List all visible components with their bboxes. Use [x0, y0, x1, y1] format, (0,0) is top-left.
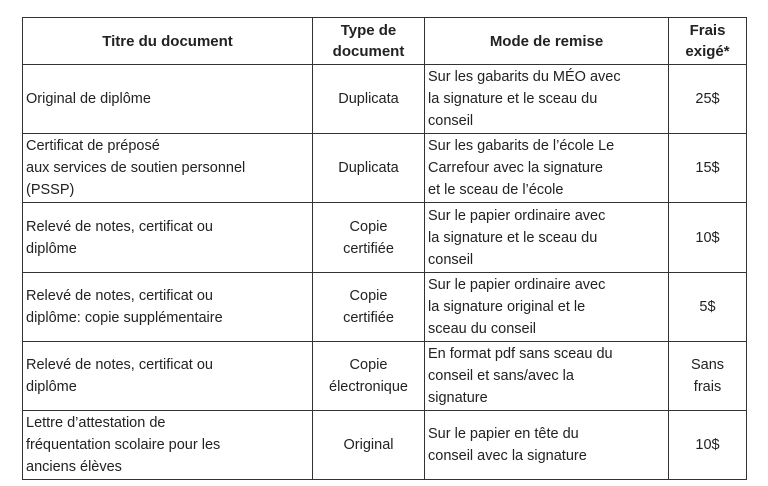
table-row — [23, 134, 747, 203]
table-row — [23, 203, 747, 273]
cell-document-title: Lettre d’attestation de fréquentation scolaire pour les anciens élèves — [23, 411, 313, 480]
cell-document-title: Relevé de notes, certificat ou diplôme — [23, 203, 313, 273]
cell-document-title: Relevé de notes, certificat ou diplôme: copie supplémentaire — [23, 273, 313, 342]
cell-delivery-mode: Sur le papier ordinaire avec la signature et le sceau du conseil — [425, 203, 669, 273]
header-document-type: Type de document — [313, 18, 425, 65]
cell-document-type: Copie certifiée — [313, 273, 425, 342]
cell-document-type: Copie électronique — [313, 342, 425, 411]
cell-delivery-mode: Sur les gabarits du MÉO avec la signature et le sceau du conseil — [425, 65, 669, 134]
cell-delivery-mode: Sur le papier ordinaire avec la signature original et le sceau du conseil — [425, 273, 669, 342]
cell-fee: 10$ — [669, 203, 747, 273]
cell-delivery-mode: En format pdf sans sceau du conseil et sans/avec la signature — [425, 342, 669, 411]
fees-table — [22, 17, 747, 480]
cell-document-type: Duplicata — [313, 134, 425, 203]
header-delivery-mode: Mode de remise — [425, 18, 669, 65]
cell-document-type: Original — [313, 411, 425, 480]
cell-delivery-mode: Sur le papier en tête du conseil avec la signature — [425, 411, 669, 480]
cell-delivery-mode: Sur les gabarits de l’école Le Carrefour avec la signature et le sceau de l’école — [425, 134, 669, 203]
table-row — [23, 342, 747, 411]
table-row — [23, 273, 747, 342]
cell-fee: 10$ — [669, 411, 747, 480]
table-header-row — [23, 18, 747, 65]
cell-fee: Sans frais — [669, 342, 747, 411]
cell-document-title: Certificat de préposé aux services de soutien personnel (PSSP) — [23, 134, 313, 203]
header-fee: Frais exigé* — [669, 18, 747, 65]
cell-document-title: Relevé de notes, certificat ou diplôme — [23, 342, 313, 411]
cell-document-type: Copie certifiée — [313, 203, 425, 273]
table-row — [23, 65, 747, 134]
cell-fee: 15$ — [669, 134, 747, 203]
cell-fee: 5$ — [669, 273, 747, 342]
table-row — [23, 411, 747, 480]
cell-document-title: Original de diplôme — [23, 65, 313, 134]
cell-document-type: Duplicata — [313, 65, 425, 134]
header-document-title: Titre du document — [23, 18, 313, 65]
cell-fee: 25$ — [669, 65, 747, 134]
